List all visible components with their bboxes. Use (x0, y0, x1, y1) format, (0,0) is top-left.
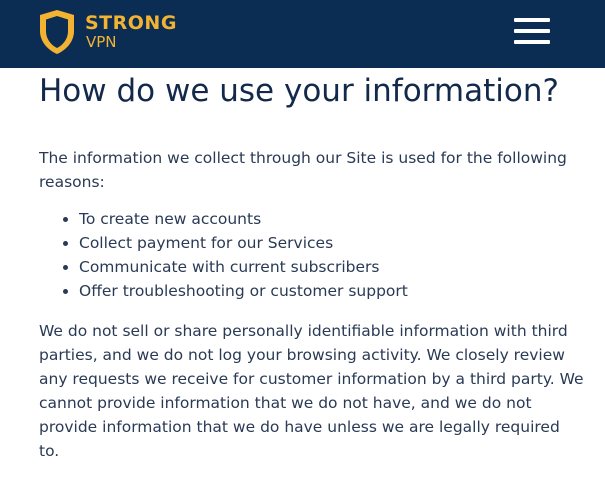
logo-text-vpn: VPN (86, 33, 117, 51)
logo-text-strong: STRONG (85, 12, 177, 34)
shield-logo-icon (38, 9, 76, 55)
reasons-list (39, 207, 584, 303)
privacy-paragraph: We do not sell or share personally identifiable information with third parties, and we do not log your browsing activity. We closely review any requests we receive for customer information by a third party. We cannot provide information that we do not have, and we do not provide information that we do have unless we are legally required to. (39, 322, 584, 460)
list-item: • Communicate with current subscribers (79, 255, 584, 279)
hamburger-menu-icon-bar (514, 40, 550, 44)
main-content (39, 68, 584, 463)
hamburger-menu-button[interactable] (512, 16, 552, 46)
list-item: • To create new accounts (79, 207, 584, 231)
page-title: How do we use your information? (39, 73, 559, 109)
strongvpn-logo-link[interactable] (38, 9, 198, 55)
hamburger-menu-icon-bar (514, 29, 550, 33)
intro-paragraph: The information we collect through our Site is used for the following reasons: (39, 149, 567, 191)
list-item: • Collect payment for our Services (79, 231, 584, 255)
list-item: • Offer troubleshooting or customer support (79, 279, 584, 303)
hamburger-menu-icon (514, 18, 550, 22)
site-header (0, 0, 605, 68)
